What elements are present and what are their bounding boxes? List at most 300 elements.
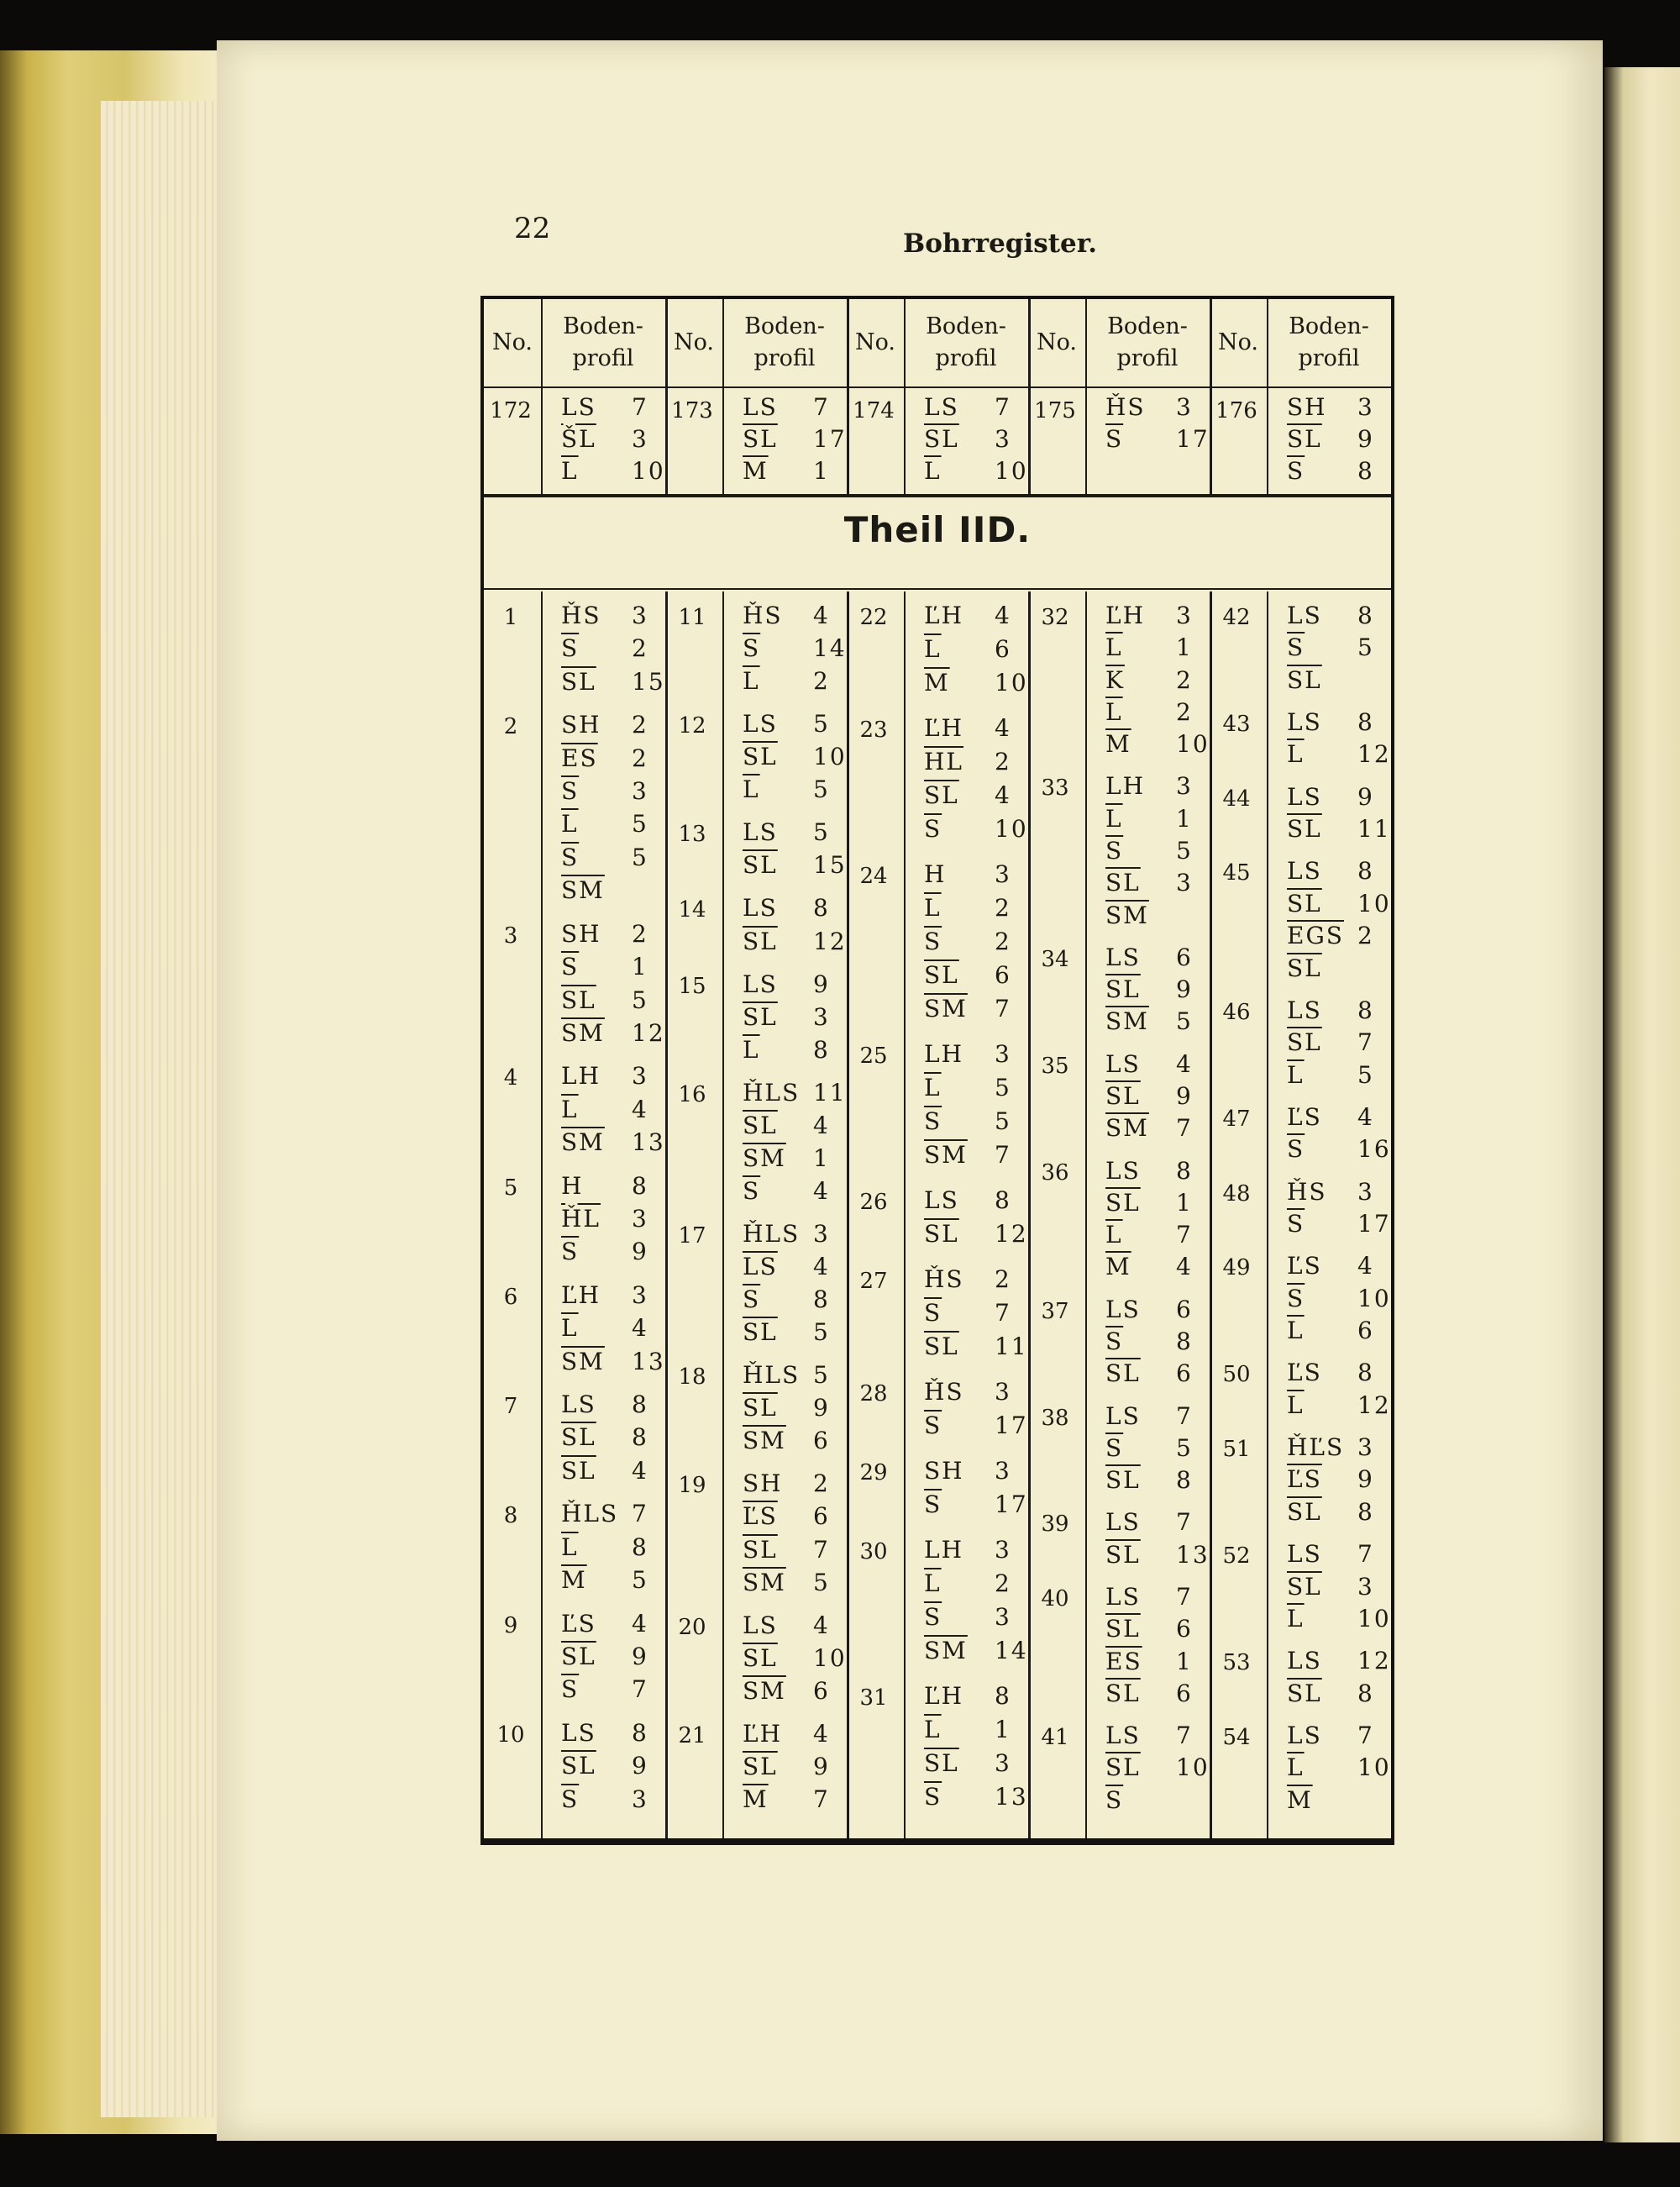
profile-layer [924,1333,1028,1360]
profile-layer [1105,425,1210,453]
profile-layer [1287,1786,1357,1814]
layer-thickness: 7 [1176,1583,1193,1611]
layer-code: ĽH [743,1719,783,1748]
profile-layer [924,1716,1011,1743]
layer-thickness: 4 [632,1314,648,1343]
profile-layer [1287,1317,1374,1344]
layer-code: LS [924,1186,959,1214]
profile-layer [561,1281,648,1309]
profile-layer [924,928,1011,955]
layer-thickness: 6 [1176,1359,1193,1388]
layer-thickness: 3 [1357,1177,1374,1206]
layer-thickness: 11 [1357,815,1391,844]
bore-number: 36 [1041,1159,1069,1186]
bore-number: 41 [1041,1725,1069,1751]
layer-thickness: 12 [995,1220,1028,1248]
profile-layer [743,743,847,770]
bore-number: 10 [496,1722,525,1748]
bore-number: 28 [859,1381,888,1406]
layer-code: ȞLS [743,1361,801,1390]
layer-code: ȞS [924,1265,964,1293]
layer-thickness: 2 [995,1569,1011,1597]
layer-code: $\overline{L}$ [1287,1753,1305,1782]
profile-layer [924,1536,1011,1564]
layer-code: $\overline{SL}$ [1287,1572,1322,1601]
profile-layer [1287,783,1374,811]
layer-code: $\overline{ȞL}$ [561,1205,601,1233]
profile-layer [1287,457,1374,485]
layer-code: ȞS [1287,1177,1327,1206]
layer-code: $\overline{L}$ [743,775,760,804]
layer-code: $\overline{M}$ [561,1566,587,1595]
profile-layer [1287,1028,1374,1056]
layer-thickness: 2 [995,894,1011,922]
profile-layer [924,669,1028,697]
profile-layer [561,711,648,739]
layer-code: LS [743,393,778,421]
layer-code: $\overline{ĽS}$ [1287,1465,1322,1494]
layer-code: $\overline{SL}$ [1105,1082,1141,1110]
layer-code: LS [1287,782,1322,811]
bore-number: 49 [1222,1255,1251,1281]
profile-layer [924,894,1011,922]
layer-code: $\overline{ĽS}$ [743,1502,778,1531]
layer-code: $\overline{SM}$ [743,1143,786,1172]
bore-number: 172 [490,398,532,423]
layer-code: $\overline{S}$ [924,1490,942,1518]
profile-layer [561,602,648,629]
profile-layer [743,1536,830,1564]
layer-thickness: 5 [995,1074,1011,1101]
layer-code: LS [743,710,778,739]
layer-code: $\overline{SM}$ [743,1427,786,1455]
profile-layer [1105,1786,1176,1814]
profile-layer [561,876,632,904]
layer-code: $\overline{M}$ [743,1785,769,1813]
profile-layer [924,1637,1028,1664]
layer-code: $\overline{M}$ [1105,1253,1131,1281]
layer-thickness: 7 [995,393,1011,421]
layer-code: $\overline{SM}$ [924,1141,968,1169]
profile-layer [1105,1296,1193,1323]
profile-layer [1287,1391,1391,1419]
layer-code: $\overline{S}$ [924,1783,942,1811]
layer-thickness: 8 [1176,1156,1193,1185]
bore-number: 33 [1041,775,1069,802]
layer-code: $\overline{SL}$ [1287,425,1322,453]
profile-layer [1287,1285,1391,1312]
profile-layer [924,1220,1028,1248]
layer-code: $\overline{SM}$ [1105,1114,1149,1143]
layer-thickness: 10 [1357,889,1391,917]
profile-layer [1105,1221,1193,1249]
layer-thickness: 1 [813,1143,830,1172]
layer-thickness: 9 [1357,1465,1374,1494]
bore-number: 173 [671,398,713,423]
layer-code: ȞLS [743,1078,801,1107]
profile-layer [743,1720,830,1748]
layer-thickness: 7 [1176,1401,1193,1430]
layer-thickness: 10 [995,457,1028,485]
layer-code: LS [924,393,959,421]
layer-thickness: 5 [813,1568,830,1596]
layer-code: $\overline{SL}$ [924,781,959,809]
profile-layer [1105,633,1193,661]
bore-number: 52 [1222,1543,1251,1569]
layer-code: SH [561,711,601,739]
layer-code: ĽH [924,1682,964,1710]
layer-thickness: 4 [1357,1102,1374,1131]
layer-thickness: 11 [813,1078,847,1107]
layer-thickness: 9 [1357,782,1374,811]
layer-code: $\overline{SM}$ [561,876,605,905]
layer-thickness: 13 [632,1128,665,1157]
layer-code: ĽH [1105,602,1146,629]
layer-code: LS [1105,1156,1141,1185]
layer-thickness: 7 [1176,1508,1193,1537]
profile-layer [743,1318,830,1346]
layer-thickness: 9 [813,1752,830,1780]
layer-thickness: 5 [1357,633,1374,662]
profile-layer [1105,869,1193,896]
profile-layer [1105,805,1193,833]
profile-layer [1105,1541,1210,1569]
page-number: 22 [514,212,551,245]
layer-thickness: 6 [995,635,1011,663]
layer-thickness: 6 [813,1502,830,1531]
profile-layer [743,1785,830,1813]
layer-thickness: 12 [632,1018,665,1047]
layer-thickness: 6 [1176,943,1193,971]
profile-layer [1105,1466,1193,1494]
layer-code: ȞLS [743,1220,801,1248]
layer-thickness: 9 [1357,425,1374,453]
bore-number: 9 [503,1612,518,1638]
profile-layer [1105,1157,1193,1185]
layer-code: $\overline{S}$ [1287,457,1305,485]
layer-code: $\overline{SL}$ [1105,1540,1141,1569]
layer-thickness: 2 [813,667,830,696]
layer-code: $\overline{S}$ [1105,1433,1124,1462]
book-edge-left [0,50,227,2134]
layer-code: $\overline{SL}$ [924,425,959,453]
profile-layer [924,1265,1011,1293]
profile-layer [924,1603,1011,1631]
profile-layer [561,1719,648,1747]
layer-thickness: 5 [1357,1060,1374,1089]
layer-code: $\overline{S}$ [561,953,580,981]
column-header-no: No. [492,329,533,355]
layer-thickness: 4 [813,602,830,629]
layer-thickness: 3 [1357,393,1374,421]
layer-code: $\overline{L}$ [561,1532,579,1561]
layer-code: LS [1105,1508,1141,1537]
layer-code: ȞLS [561,1500,619,1528]
layer-code: $\overline{SL}$ [1287,665,1322,694]
layer-code: $\overline{HL}$ [924,748,964,775]
layer-thickness: 9 [1176,975,1193,1004]
layer-code: $\overline{L}$ [1287,1060,1305,1089]
profile-layer [561,920,648,948]
layer-thickness: 1 [813,457,830,485]
profile-layer [924,961,1011,989]
layer-code: LS [1287,857,1322,886]
layer-thickness: 17 [995,1490,1028,1518]
layer-code: $\overline{L}$ [743,1035,760,1064]
profile-layer [924,1749,1011,1777]
layer-code: $\overline{L}$ [1105,804,1123,833]
layer-thickness: 17 [813,425,847,453]
profile-layer [1287,1605,1391,1632]
profile-layer [924,748,1011,775]
layer-code: $\overline{SL}$ [743,1535,778,1564]
column-header-no: No. [855,329,895,355]
layer-thickness: 4 [813,1111,830,1139]
row-rule [484,386,1391,388]
layer-code: $\overline{S}$ [1105,1327,1124,1355]
layer-code: LS [1287,1647,1322,1675]
layer-thickness: 2 [995,1265,1011,1293]
profile-layer [1287,1252,1374,1280]
layer-code: SH [561,919,601,948]
layer-thickness: 7 [1176,1114,1193,1143]
profile-layer [561,1752,648,1780]
profile-layer [561,1423,648,1451]
bore-number: 17 [678,1223,706,1249]
group-divider [665,591,668,1842]
bore-number: 12 [678,713,706,739]
bore-number: 46 [1222,999,1251,1025]
layer-code: $\overline{ES}$ [1105,1647,1142,1675]
layer-code: LS [561,1391,596,1419]
layer-thickness: 10 [995,815,1028,843]
layer-thickness: 3 [813,1002,830,1031]
bore-number: 25 [859,1044,888,1069]
bore-number: 51 [1222,1437,1251,1463]
layer-thickness: 5 [995,1107,1011,1135]
layer-code: $\overline{SL}$ [743,851,778,880]
profile-layer [924,1569,1011,1597]
bore-number: 15 [678,973,706,999]
bore-number: 39 [1041,1511,1069,1538]
layer-thickness: 8 [1357,457,1374,485]
layer-thickness: 4 [995,714,1011,742]
bore-number: 21 [678,1722,706,1748]
layer-thickness: 3 [995,1603,1011,1631]
profile-layer [743,928,847,955]
profile-layer [1105,1753,1210,1781]
profile-layer [743,1394,830,1422]
layer-code: $\overline{LS}$ [743,1253,778,1281]
layer-code: LS [743,894,778,923]
profile-layer [924,860,1011,888]
layer-thickness: 7 [813,393,830,421]
layer-thickness: 5 [632,986,648,1014]
layer-thickness: 8 [632,1423,648,1452]
profile-layer [743,1177,830,1205]
layer-thickness: 5 [1176,837,1193,865]
layer-code: $\overline{S}$ [561,777,580,806]
layer-code: $\overline{L}$ [924,1716,942,1743]
profile-layer [743,667,830,695]
profile-layer [1287,1135,1391,1163]
profile-layer [924,602,1011,629]
bore-number: 34 [1041,946,1069,972]
layer-thickness: 3 [632,1280,648,1309]
layer-thickness: 11 [995,1333,1028,1360]
layer-code: $\overline{SM}$ [924,1637,968,1664]
layer-code: $\overline{EGS}$ [1287,922,1344,950]
layer-thickness: 4 [632,1095,648,1123]
profile-layer [1105,1583,1193,1611]
profile-layer [743,1112,830,1139]
layer-code: LS [1105,1722,1141,1750]
layer-thickness: 3 [632,1785,648,1813]
layer-code: $\overline{M}$ [743,457,769,485]
layer-code: $\overline{L}$ [924,635,942,663]
layer-code: $\overline{SL}$ [924,961,959,989]
column-header-no: No. [1218,329,1258,355]
layer-code: $\overline{SM}$ [1105,901,1149,929]
layer-thickness: 5 [813,1361,830,1390]
layer-thickness: 10 [1357,1604,1391,1632]
layer-thickness: 9 [632,1752,648,1780]
profile-layer [1287,1722,1374,1749]
row-rule [484,494,1391,497]
profile-layer [1105,975,1193,1003]
profile-layer [1287,890,1391,917]
bore-number: 18 [678,1364,706,1391]
bore-number: 47 [1222,1106,1251,1132]
profile-layer [561,1314,648,1342]
layer-code: $\overline{S}$ [561,1675,580,1704]
profile-layer [924,1040,1011,1068]
layer-code: $\overline{L}$ [1105,1221,1123,1249]
layer-code: $\overline{SM}$ [743,1568,786,1596]
layer-thickness: 7 [813,1785,830,1813]
layer-code: SH [1287,393,1327,421]
layer-thickness: 3 [995,1749,1011,1777]
section-title: Theil IID. [843,509,1032,550]
profile-layer [1105,1327,1193,1355]
layer-thickness: 4 [995,781,1011,809]
layer-thickness: 8 [813,1285,830,1314]
profile-layer [743,1253,830,1280]
layer-thickness: 8 [995,1186,1011,1214]
no-column-divider [1085,591,1087,1842]
profile-layer [743,1611,830,1639]
layer-thickness: 10 [813,743,847,771]
layer-code: LS [1287,602,1322,629]
layer-thickness: 8 [813,894,830,923]
bore-number: 16 [678,1081,706,1107]
layer-thickness: 5 [1176,1433,1193,1462]
layer-thickness: 3 [1176,393,1193,421]
layer-thickness: 4 [1176,1049,1193,1078]
column-header-no: No. [674,329,714,355]
layer-code: $\overline{S}$ [561,1238,580,1266]
layer-thickness: 16 [1357,1135,1391,1164]
layer-thickness: 9 [1176,1082,1193,1110]
bore-number: 38 [1041,1405,1069,1431]
layer-thickness: 17 [995,1412,1028,1439]
bore-number: 31 [859,1685,888,1711]
layer-code: $\overline{SL}$ [743,743,778,771]
layer-code: $\overline{S}$ [743,634,761,663]
layer-thickness: 3 [1176,602,1193,629]
profile-layer [924,457,1028,485]
layer-thickness: 8 [1357,1679,1374,1707]
profile-layer [1287,740,1391,768]
bore-number: 14 [678,897,706,923]
bore-number: 53 [1222,1650,1251,1676]
layer-thickness: 6 [1176,1295,1193,1323]
layer-thickness: 3 [632,1205,648,1233]
layer-thickness: 8 [1357,1497,1374,1526]
profile-layer [924,815,1028,843]
profile-layer [561,425,648,453]
layer-thickness: 8 [632,1532,648,1561]
layer-thickness: 3 [813,1220,830,1248]
profile-layer [1105,772,1193,800]
layer-code: $\overline{SL}$ [561,667,596,696]
profile-layer [561,1785,648,1813]
layer-code: $\overline{SL}$ [743,1111,778,1139]
profile-layer [1105,1253,1193,1280]
layer-thickness: 3 [995,860,1011,888]
layer-code: $\overline{SL}$ [1287,1679,1322,1707]
layer-code: SH [924,1457,964,1485]
layer-code: $\overline{L}$ [1105,633,1123,662]
profile-layer [743,851,847,879]
layer-thickness: 4 [813,1719,830,1748]
column-header-profil: Boden- profil [1289,313,1369,371]
layer-code: $\overline{SL}$ [924,1220,959,1248]
profile-layer [1105,1082,1193,1110]
layer-code: $\overline{S}$ [743,1285,761,1314]
profile-layer [1105,1508,1193,1536]
layer-thickness: 17 [1357,1210,1391,1238]
bore-number: 11 [678,605,706,630]
layer-code: ĽS [1287,1359,1322,1387]
layer-thickness: 7 [1357,1540,1374,1569]
layer-thickness: 12 [1357,1647,1391,1675]
layer-code: LS [1105,1401,1141,1430]
profile-layer [561,1062,648,1090]
profile-layer [924,781,1011,809]
layer-code: $\overline{S}$ [1105,837,1124,865]
profile-layer [561,1533,648,1561]
page-stack [101,101,227,2117]
profile-layer [1287,1680,1374,1707]
layer-code: $\overline{M}$ [924,669,950,697]
no-column-divider [722,591,724,1842]
layer-thickness: 3 [632,425,648,453]
layer-code: $\overline{L}$ [561,1314,579,1343]
layer-thickness: 8 [1357,602,1374,629]
layer-code: $\overline{SL}$ [1287,954,1322,982]
layer-thickness: 3 [1357,1572,1374,1601]
layer-thickness: 2 [1357,922,1374,950]
group-divider [847,591,849,1842]
layer-thickness: 3 [1357,1433,1374,1462]
profile-layer [924,1783,1028,1811]
layer-code: LS [1287,708,1322,737]
layer-thickness: 12 [813,927,847,955]
layer-thickness: 7 [995,995,1011,1023]
layer-thickness: 4 [1357,1252,1374,1280]
layer-thickness: 7 [1357,1028,1374,1057]
